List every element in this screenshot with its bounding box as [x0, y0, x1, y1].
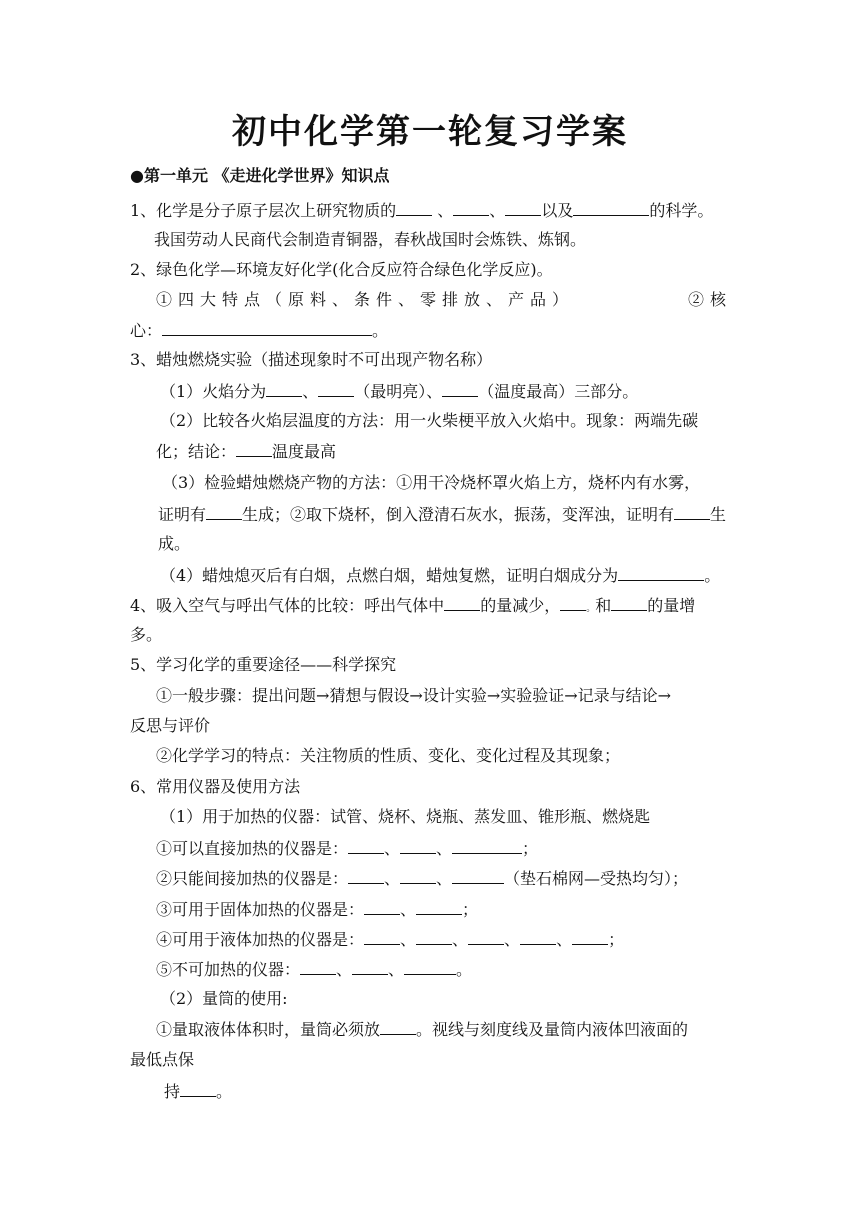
blank[interactable] — [352, 958, 388, 975]
document-page: 初中化学第一轮复习学案 ●第一单元 《走进化学世界》知识点 1、化学是分子原子层次上研究物质的 、 、 以及 的科学。 我国劳动人民商代会制造青铜器，春秋战国时会炼铁、炼钢。 2、绿色化学—环境友好化学(化合反应符合绿色化学反应)。 ①四大特点（原料、条件、零排放、产品） ②核 心： 。 3、蜡烛燃烧实验（描述现象时不可出现产物名称） （1）火焰分为 、 （最明亮）、 （温度最高）三部分。 （2）比较各火焰层温度的方法：用一火柴梗平放入火焰中。现象：两端先碳 化；结论： 温度最高 （3）检验蜡烛燃烧产物的方法：①用干冷烧杯罩火焰上方，烧杯内有水雾， 证明有 生成；②取下烧杯，倒入澄清石灰水，振荡，变浑浊，证明有 生 成。 （4）蜡烛熄灭后有白烟，点燃白烟，蜡烛复燃，证明白烟成分为 。 4、吸入空气与呼出气体的比较：呼出气体中 的量减少， 。和 的量增 多。 5、学习化学的重要途径——科学探究 ①一般步骤：提出问题→猜想与假设→设计实验→实验验证→记录与结论→ 反思与评价 ②化学学习的特点：关注物质的性质、变化、变化过程及其现象； 6、常用仪器及使用方法 （1）用于加热的仪器：试管、烧杯、烧瓶、蒸发皿、锥形瓶、燃烧匙 ①可以直接加热的仪器是： 、 、 ； ②只能间接加热的仪器是： 、 、 （垫石棉网—受热均匀）； ③可用于固体加热的仪器是： 、 ； ④可用于液体加热的仪器是： 、 、 、 、 ； ⑤不可加热的仪器： 、 、 。 （2）量筒的使用: ①量取液体体积时，量筒必须放 。视线与刻度线及量筒内液体凹液面的 最低点保 持 。 — [0, 0, 860, 1216]
blank[interactable] — [400, 837, 436, 854]
blank[interactable] — [453, 199, 489, 216]
blank[interactable] — [380, 1018, 416, 1035]
blank[interactable] — [348, 837, 384, 854]
blank[interactable] — [364, 898, 400, 915]
blank[interactable] — [180, 1080, 216, 1097]
blank[interactable] — [442, 380, 478, 397]
blank[interactable] — [396, 199, 432, 216]
blank[interactable] — [468, 928, 504, 945]
page-title: 初中化学第一轮复习学案 — [232, 112, 628, 152]
blank[interactable] — [505, 199, 541, 216]
blank[interactable] — [236, 440, 272, 457]
blank[interactable] — [404, 958, 456, 975]
blank[interactable] — [318, 380, 354, 397]
blank[interactable] — [611, 594, 647, 611]
blank[interactable] — [520, 928, 556, 945]
blank[interactable] — [560, 594, 586, 611]
blank[interactable] — [674, 503, 710, 520]
blank[interactable] — [300, 958, 336, 975]
blank[interactable] — [364, 928, 400, 945]
blank[interactable] — [444, 594, 480, 611]
blank[interactable] — [162, 319, 372, 336]
blank[interactable] — [416, 928, 452, 945]
blank[interactable] — [572, 928, 608, 945]
blank[interactable] — [618, 564, 704, 581]
blank[interactable] — [266, 380, 302, 397]
blank[interactable] — [348, 867, 384, 884]
blank[interactable] — [452, 837, 522, 854]
blank[interactable] — [416, 898, 462, 915]
blank[interactable] — [206, 503, 242, 520]
blank[interactable] — [452, 867, 504, 884]
blank[interactable] — [400, 867, 436, 884]
blank[interactable] — [573, 199, 649, 216]
